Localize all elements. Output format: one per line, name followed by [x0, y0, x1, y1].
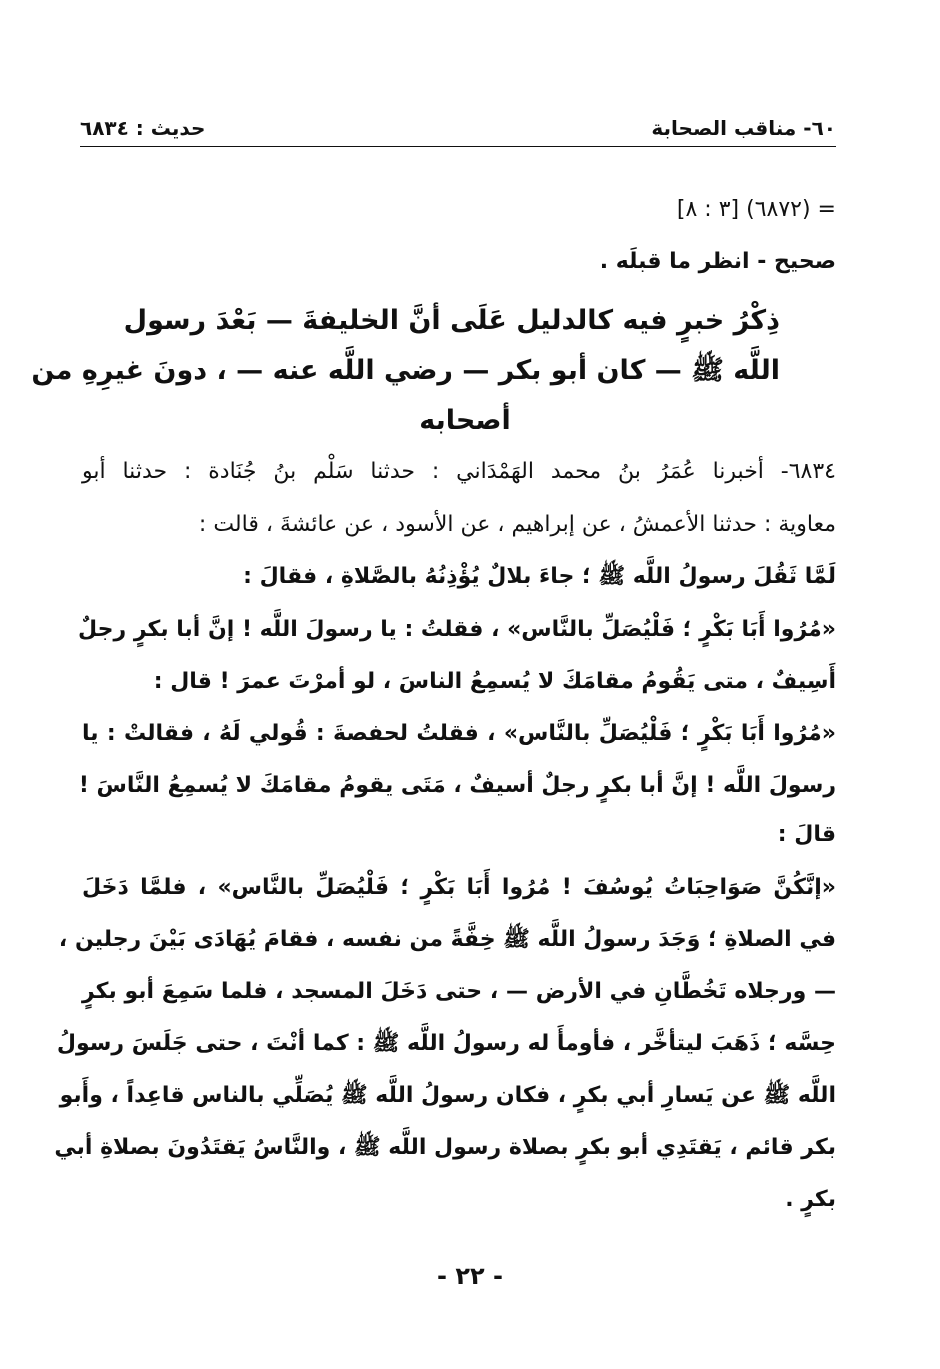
- section-heading-line-1: ذِكْرُ خبرٍ فيه كالدليل عَلَى أنَّ الخليفةَ — بَعْدَ رسول: [123, 305, 780, 336]
- matn-line-5: رسولَ اللَّه ! إنَّ أبا بكرٍ رجلٌ أسيفٌ ، مَتَى يقومُ مقامَكَ لا يُسمِعُ النَّاسَ !: [78, 773, 836, 798]
- matn-line-12: بكر قائم ، يَقتَدِي أبو بكرٍ بصلاة رسول اللَّه ﷺ ، والنَّاسُ يَقتَدُونَ بصلاةِ أبي: [54, 1135, 836, 1160]
- matn-line-13: بكرٍ .: [785, 1187, 836, 1212]
- page-number: - ٢٢ -: [437, 1262, 503, 1290]
- section-heading-line-2: اللَّه ﷺ — كان أبو بكر — رضي اللَّه عنه — ، دونَ غيرِهِ من: [31, 355, 780, 386]
- matn-line-7: «إنَّكُنَّ صَوَاحِبَاتُ يُوسُفَ ! مُرُوا أَبَا بَكْرٍ ؛ فَلْيُصَلِّ بالنَّاس» ، فلمَّا دَخَلَ: [82, 875, 836, 900]
- matn-line-9: — ورجلاه تَخُطَّانِ في الأرض — ، حتى دَخَلَ المسجد ، فلما سَمِعَ أبو بكرٍ: [82, 979, 836, 1004]
- matn-line-6: قالَ :: [777, 822, 836, 847]
- matn-line-2: «مُرُوا أَبَا بَكْرٍ ؛ فَلْيُصَلِّ بالنَّاس» ، فقلتُ : يا رسولَ اللَّه ! إنَّ أبا بكرٍ رجلٌ: [78, 617, 836, 642]
- matn-line-8: في الصلاةِ ؛ وَجَدَ رسولُ اللَّه ﷺ خِفَّةً من نفسه ، فقامَ يُهَادَى بَيْنَ رجلين ،: [58, 927, 836, 952]
- previous-hadith-ref: = (٦٨٧٢) [٣ : ٨]: [676, 197, 836, 222]
- matn-line-1: لَمَّا ثَقُلَ رسولُ اللَّه ﷺ ؛ جاءَ بلالٌ يُؤْذِنُهُ بالصَّلاةِ ، فقالَ :: [243, 564, 836, 589]
- header-rule: [80, 146, 836, 147]
- matn-line-3: أَسِيفٌ ، متى يَقُومُ مقامَكَ لا يُسمِعُ الناسَ ، لو أمرْتَ عمرَ ! قال :: [153, 669, 836, 694]
- previous-hadith-grade: صحيح - انظر ما قبلَه .: [599, 249, 836, 274]
- running-header: [80, 110, 836, 146]
- section-heading-line-3: أصحابه: [419, 405, 511, 436]
- header-hadith-ref: حديث : ٦٨٣٤: [80, 116, 206, 140]
- header-chapter-title: ٦٠- مناقب الصحابة: [651, 116, 836, 140]
- matn-line-11: اللَّه ﷺ عن يَسارِ أبي بكرٍ ، فكان رسولُ اللَّه ﷺ يُصَلِّي بالناس قاعِداً ، وأَبو: [59, 1083, 836, 1108]
- isnad-line-2: معاوية : حدثنا الأعمشُ ، عن إبراهيم ، عن الأسود ، عن عائشةَ ، قالت :: [198, 512, 836, 537]
- matn-line-10: حِسَّه ؛ ذَهَبَ ليتأخَّر ، فأومأَ له رسولُ اللَّه ﷺ : كما أنْتَ ، حتى جَلَسَ رسولُ: [56, 1031, 836, 1056]
- isnad-line-1: ٦٨٣٤- أخبرنا عُمَرُ بنُ محمد الهَمْدَاني : حدثنا سَلْم بنُ جُنَادة : حدثنا أبو: [82, 459, 836, 484]
- matn-line-4: «مُرُوا أَبَا بَكْرٍ ؛ فَلْيُصَلِّ بالنَّاس» ، فقلتُ لحفصةَ : قُولي لَهُ ، فقالتْ : يا: [82, 721, 836, 746]
